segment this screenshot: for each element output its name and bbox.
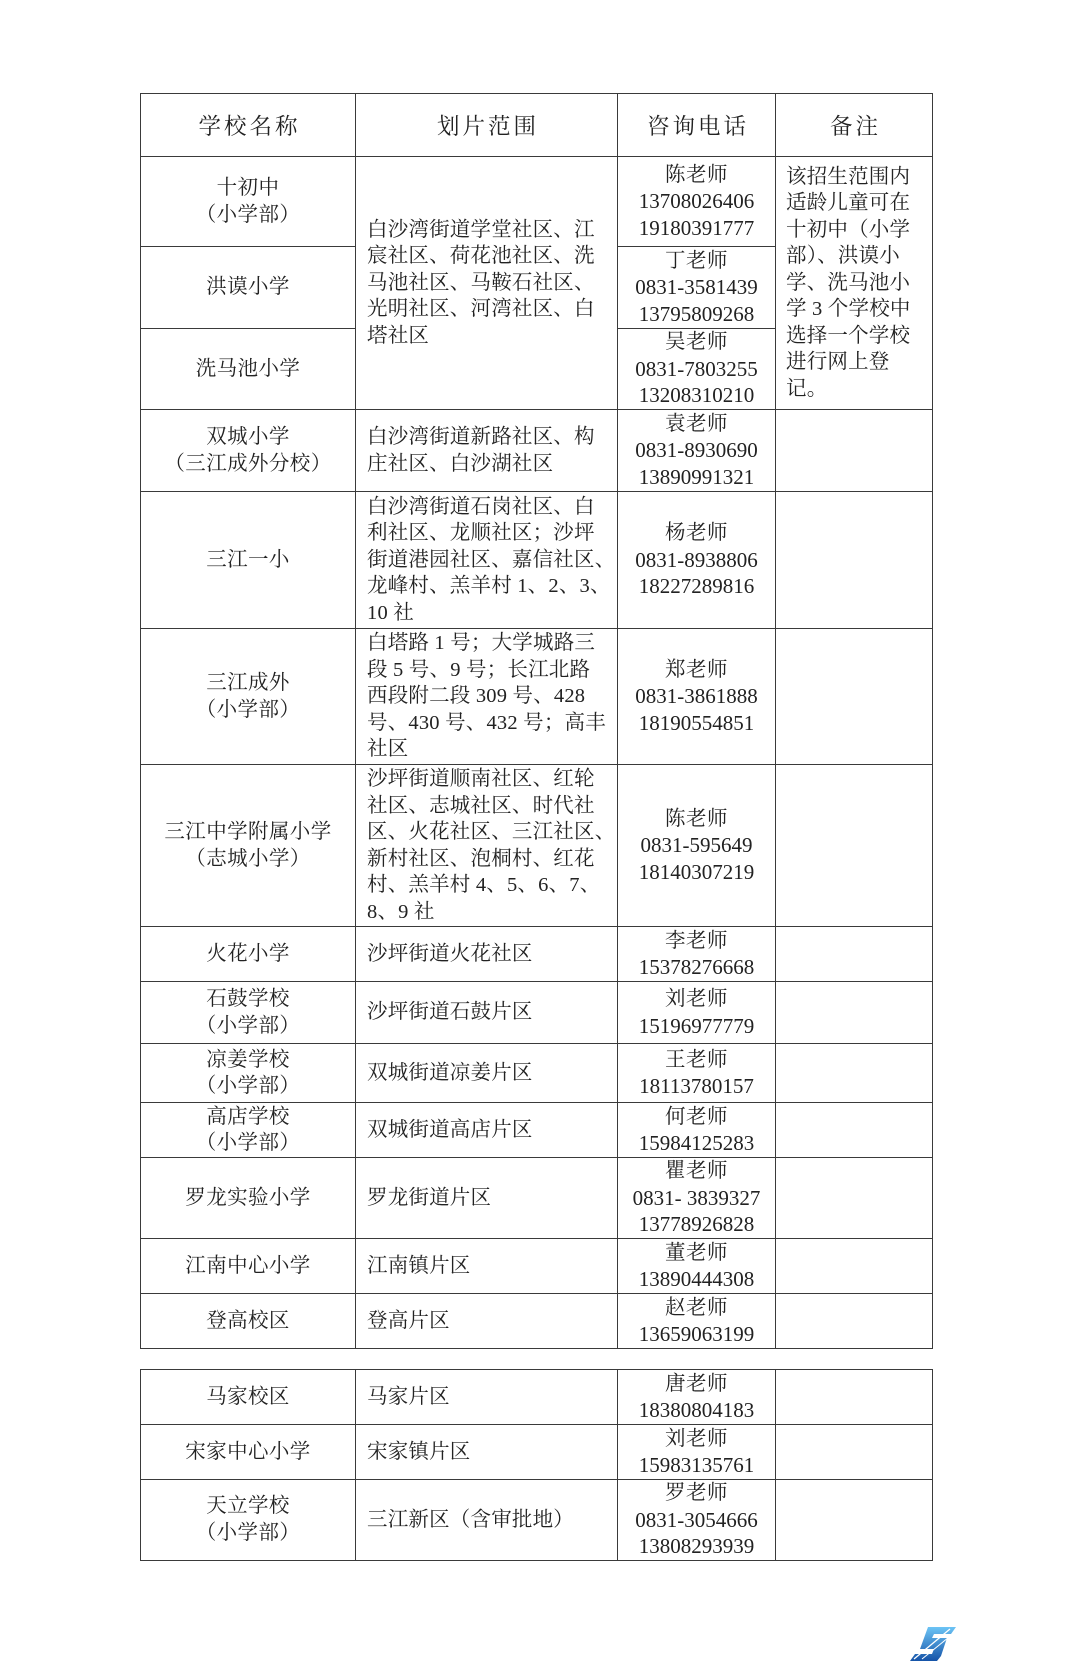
remark-cell [776,1370,933,1425]
school-cell [141,1294,356,1349]
table-row [141,1294,933,1349]
contact-name: 罗老师 [665,1482,728,1504]
contact-name: 吴老师 [665,331,728,354]
zone-range-text: 沙坪街道顺南社区、红轮 社区、志城社区、时代社 区、火花社区、三江社区、 新村社区、泡桐村、红花 村、羔羊村 4、5、6、7、 8、9 社 [367,768,616,923]
phone-number: 15196977779 [638,1013,755,1038]
school-name: 宋家中心小学 [185,1440,311,1463]
school-name: 洗马池小学 [195,357,301,380]
phone-number: 0831-3861888 [635,684,758,709]
contact-name: 赵老师 [665,1296,728,1319]
remark-cell [776,1480,933,1561]
school-name: 高店学校 [206,1105,290,1128]
school-branch: （三江成外分校） [164,452,332,475]
school-name: 十初中 [216,177,280,199]
school-branch: （小学部） [195,1075,301,1097]
school-cell [141,1370,356,1425]
school-name: 三江成外 [206,672,290,694]
zone-range-text: 白沙湾街道新路社区、构 庄社区、白沙湖社区 [367,426,595,475]
phone-number: 13890444308 [638,1267,755,1291]
zone-range-cell [356,1425,618,1480]
school-cell [141,629,356,765]
header-school-name: 学校名称 [141,94,356,157]
remark-cell [776,1294,933,1349]
school-cell [141,1103,356,1158]
phone-number: 0831-3054666 [635,1507,758,1532]
zone-range-cell [356,765,618,927]
school-name: 登高校区 [206,1309,290,1332]
enrollment-zone-table [140,93,933,1349]
phone-number: 13208310210 [638,383,755,408]
contact-name: 瞿老师 [665,1160,728,1183]
school-name: 石鼓学校 [206,988,290,1010]
contact-cell [618,927,776,982]
remark-cell [776,1044,933,1103]
phone-number: 13659063199 [638,1322,755,1346]
phone-number: 0831-8930690 [635,438,758,463]
phone-number: 15984125283 [638,1131,755,1155]
zone-range-cell [356,629,618,765]
table-row [141,157,933,247]
remark-cell [776,492,933,629]
contact-cell [618,982,776,1044]
phone-number: 13708026406 [638,189,755,214]
zone-range-text: 白塔路 1 号；大学城路三 段 5 号、9 号；长江北路 西段附二段 309 号、428 号、430 号、432 号；高丰 社区 [367,632,606,761]
contact-cell [618,1239,776,1294]
table-header-row [141,94,933,157]
school-branch: （小学部） [195,1132,301,1154]
contact-cell [618,1294,776,1349]
contact-cell [618,1103,776,1158]
zone-range-text: 马家片区 [367,1385,450,1408]
zone-range-text: 宋家镇片区 [367,1440,471,1463]
table-row [141,1044,933,1103]
zone-range-cell [356,982,618,1044]
table-row [141,927,933,982]
remark-cell [776,1103,933,1158]
school-cell [141,410,356,492]
school-cell [141,329,356,410]
table-row [141,1480,933,1561]
table-body [141,157,933,1349]
zone-range-cell [356,1370,618,1425]
school-cell [141,492,356,629]
school-name: 双城小学 [206,426,290,448]
school-branch: （小学部） [195,698,301,721]
zone-range-cell [356,1294,618,1349]
zone-range-text: 沙坪街道石鼓片区 [367,1001,533,1024]
phone-number: 18380804183 [638,1398,755,1422]
zone-range-text: 双城街道高店片区 [367,1118,533,1141]
phone-number: 18190554851 [638,710,755,735]
contact-cell [618,1425,776,1480]
enrollment-zone-table-continued [140,1369,933,1561]
contact-cell [618,492,776,629]
school-cell [141,1480,356,1561]
header-zone-range: 划片范围 [356,94,618,157]
contact-name: 丁老师 [665,249,728,272]
school-cell [141,1158,356,1239]
phone-number: 13795809268 [638,301,755,326]
contact-name: 李老师 [665,929,728,952]
contact-name: 郑老师 [665,658,728,681]
table-row [141,492,933,629]
contact-name: 袁老师 [665,412,728,435]
phone-number: 13808293939 [638,1534,755,1558]
zone-range-text: 白沙湾街道学堂社区、江 宸社区、荷花池社区、洗 马池社区、马鞍石社区、 光明社区、河湾社区、白 塔社区 [367,218,595,347]
phone-number: 0831-3581439 [635,275,758,300]
contact-name: 陈老师 [665,807,728,830]
phone-number: 18113780157 [639,1074,754,1098]
zone-range-cell [356,1044,618,1103]
phone-number: 19180391777 [638,215,755,240]
school-name: 凉姜学校 [206,1048,290,1071]
table-row [141,1103,933,1158]
logo-icon [910,1626,956,1664]
remark-cell [776,1158,933,1239]
header-contact-phone: 咨询电话 [618,94,776,157]
zone-range-cell [356,157,618,410]
school-cell [141,247,356,329]
school-branch: （志城小学） [185,847,311,870]
school-branch: （小学部） [195,1014,301,1037]
contact-cell [618,1158,776,1239]
school-cell [141,765,356,927]
phone-number: 18227289816 [638,574,755,599]
school-name: 马家校区 [206,1385,290,1408]
contact-name: 王老师 [665,1048,728,1071]
phone-number: 0831-7803255 [635,356,758,381]
zone-range-cell [356,1480,618,1561]
contact-name: 陈老师 [665,163,728,186]
remark-cell [776,765,933,927]
contact-name: 刘老师 [665,1427,728,1450]
contact-cell [618,1044,776,1103]
school-cell [141,1239,356,1294]
school-cell [141,982,356,1044]
zone-range-text: 江南镇片区 [367,1254,471,1277]
phone-number: 15378276668 [638,955,755,979]
zone-range-cell [356,1158,618,1239]
zone-range-cell [356,410,618,492]
phone-number: 15983135761 [638,1453,755,1477]
contact-cell [618,1370,776,1425]
table-body [141,1370,933,1561]
school-name: 洪谟小学 [206,276,290,299]
school-name: 江南中心小学 [185,1254,311,1277]
zone-range-text: 三江新区（含审批地） [367,1508,574,1531]
contact-name: 杨老师 [665,522,728,545]
zone-range-text: 双城街道凉姜片区 [367,1061,533,1084]
phone-number: 0831-8938806 [635,547,758,572]
table-row [141,982,933,1044]
zone-range-cell [356,492,618,629]
table-row [141,1158,933,1239]
contact-name: 刘老师 [665,988,728,1010]
remark-cell [776,1239,933,1294]
remark-cell [776,629,933,765]
contact-cell [618,765,776,927]
school-branch: （小学部） [195,1521,301,1544]
school-name: 天立学校 [206,1495,290,1518]
zone-range-cell [356,1103,618,1158]
phone-number: 13890991321 [638,464,755,489]
table-row [141,1425,933,1480]
remark-cell [776,157,933,410]
zone-range-cell [356,927,618,982]
header-remark: 备注 [776,94,933,157]
contact-cell [618,329,776,410]
remark-cell [776,927,933,982]
contact-cell [618,629,776,765]
school-cell [141,1425,356,1480]
phone-number: 0831- 3839327 [632,1185,761,1210]
contact-name: 唐老师 [665,1372,728,1395]
phone-number: 18140307219 [638,859,755,884]
school-cell [141,157,356,247]
zone-range-text: 登高片区 [367,1309,450,1332]
table-row [141,410,933,492]
contact-name: 董老师 [665,1241,728,1264]
zone-range-text: 白沙湾街道石岗社区、白 利社区、龙顺社区；沙坪 街道港园社区、嘉信社区、 龙峰村、羔羊村 1、2、3、 10 社 [367,495,616,624]
table-row [141,1239,933,1294]
contact-cell [618,157,776,247]
table-row [141,629,933,765]
contact-name: 何老师 [665,1105,728,1128]
zone-range-text: 罗龙街道片区 [367,1186,492,1209]
contact-cell [618,410,776,492]
remark-cell [776,982,933,1044]
school-name: 三江一小 [206,548,290,571]
table-row [141,1370,933,1425]
zone-range-cell [356,1239,618,1294]
remark-cell [776,1425,933,1480]
remark-cell [776,410,933,492]
school-name: 火花小学 [206,942,290,965]
phone-number: 0831-595649 [640,833,753,858]
phone-number: 13778926828 [638,1212,755,1237]
contact-cell [618,1480,776,1561]
school-branch: （小学部） [195,203,301,226]
school-name: 罗龙实验小学 [185,1186,311,1209]
school-cell [141,927,356,982]
school-cell [141,1044,356,1103]
contact-cell [618,247,776,329]
zone-range-text: 沙坪街道火花社区 [367,942,533,965]
table-row [141,765,933,927]
school-name: 三江中学附属小学 [164,821,332,843]
remark-text: 该招生范围内 适龄儿童可在 十初中（小学 部）、洪谟小 学、洗马池小 学 3 个学校中 选择一个学校 进行网上登 记。 [786,165,911,400]
